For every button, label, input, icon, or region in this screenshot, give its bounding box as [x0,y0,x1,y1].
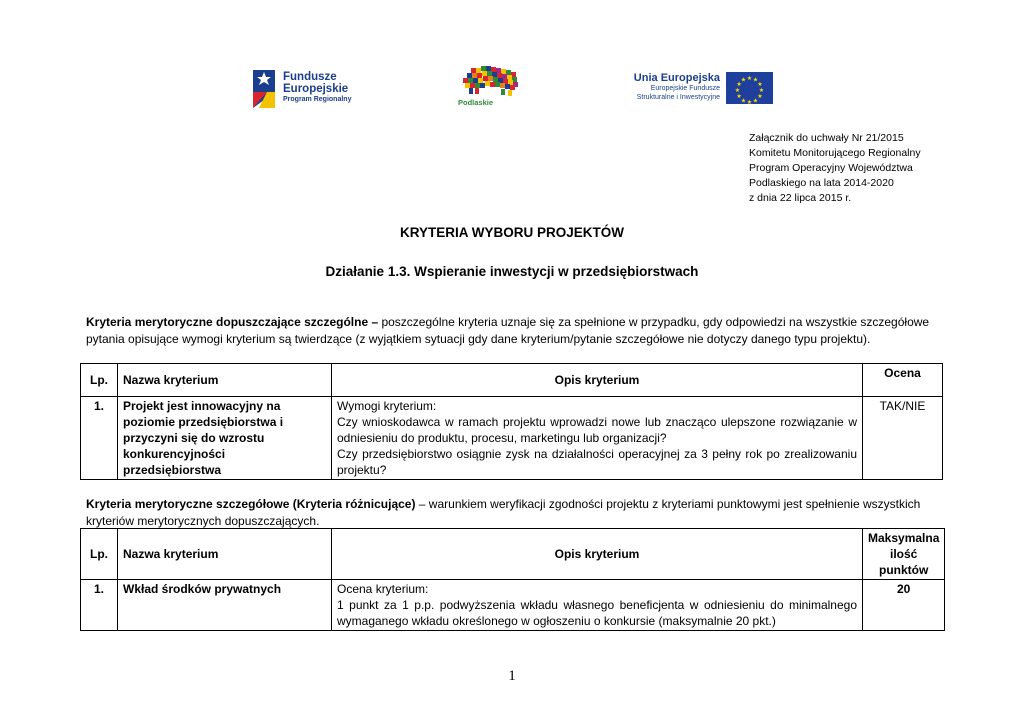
table-header-row [81,364,943,397]
row-desc [332,397,863,480]
row-lp: 1. [81,397,118,480]
logo-unia-europejska [628,72,776,108]
header-lp: Lp. [81,364,118,397]
podlaskie-label: Podlaskie [458,98,494,107]
svg-text:★: ★ [740,76,747,84]
svg-text:★: ★ [757,93,763,100]
header-desc: Opis kryterium [332,364,863,397]
svg-text:★: ★ [736,93,742,100]
fe-line3: Program Regionalny [283,96,352,103]
attachment-note-line: Komitetu Monitorującego Regionalny [749,147,921,159]
svg-text:★: ★ [752,76,759,84]
header-score: Maksymalna ilość punktów [863,529,945,580]
svg-text:★: ★ [734,87,741,94]
header-desc: Opis kryterium [332,529,863,580]
ue-line3: Strukturalne i Inwestycyjne [636,94,720,101]
section1-intro [86,314,946,348]
logo-podlaskie [455,64,533,110]
attachment-note-line: z dnia 22 lipca 2015 r. [749,192,852,204]
row-score: TAK/NIE [863,397,943,480]
row-name: Wkład środków prywatnych [118,580,332,631]
header-name: Nazwa kryterium [118,529,332,580]
svg-text:★: ★ [740,97,747,104]
attachment-note [749,131,921,206]
fe-line1: Fundusze [283,71,337,83]
table-row [81,580,945,631]
page-number: 1 [508,668,516,684]
svg-text:★: ★ [736,81,742,88]
row-desc-line: Czy wnioskodawca w ramach projektu wprowadzi nowe lub znacząco ulepszone rozwiązanie w odniesieniu do produktu, procesu, marketingu lub organizacji? [337,415,857,445]
row-name: Projekt jest innowacyjny na poziomie przedsiębiorstwa i przyczyni się do wzrostu konkurencyjności przedsiębiorstwa [118,397,332,480]
attachment-note-line: Podlaskiego na lata 2014-2020 [749,177,894,189]
section1-intro-text: poszczególne kryteria uznaje się za spełnione w przypadku, gdy odpowiedzi na wszystkie szczegółowe pytania opisujące wymogi kryterium są twierdzące (z wyjątkiem sytuacji gdy dane kryterium/pytanie szczegółowe nie dotyczy danego typu projektu). [86,315,930,346]
svg-text:★: ★ [758,87,765,94]
svg-text:★: ★ [757,81,763,88]
section1-intro-bold: Kryteria merytoryczne dopuszczające szczególne – [86,315,379,329]
header-name: Nazwa kryterium [118,364,332,397]
row-desc-line: Wymogi kryterium: [337,399,437,413]
header-lp: Lp. [81,529,118,580]
bison-mosaic-icon [455,64,533,100]
document-subtitle: Działanie 1.3. Wspieranie inwestycji w przedsiębiorstwach [325,264,699,279]
row-desc-line: Czy przedsiębiorstwo osiągnie zysk na działalności operacyjnej za 3 pełny rok po zrealizowaniu projektu? [337,447,857,477]
table-header-row [81,529,945,580]
fe-line2: Europejskie [283,83,349,95]
svg-text:★: ★ [746,75,753,82]
ue-line1: Unia Europejska [633,72,720,84]
ue-line2: Europejskie Fundusze [650,85,720,92]
section2-intro [86,496,946,530]
fundusze-europejskie-icon [251,66,281,110]
document-title: KRYTERIA WYBORU PROJEKTÓW [399,225,624,240]
svg-text:★: ★ [746,99,753,104]
eu-flag-icon [726,72,773,104]
row-lp: 1. [81,580,118,631]
header-score: Ocena [863,364,943,397]
table-row [81,397,943,480]
row-desc-line: 1 punkt za 1 p.p. podwyższenia wkładu własnego beneficjenta w odniesieniu do minimalnego wymaganego wkładu określonego w ogłoszeniu o konkursie (maksymalnie 20 pkt.) [337,598,857,628]
criteria-table-admissibility [80,363,943,480]
section2-intro-text: – warunkiem weryfikacji zgodności projektu z kryteriami punktowymi jest spełnienie wszystkich kryteriów merytorycznych dopuszczających. [86,497,921,528]
svg-text:★: ★ [752,97,759,104]
criteria-table-scoring [80,528,945,631]
section2-intro-bold: Kryteria merytoryczne szczegółowe (Kryteria różnicujące) [86,497,416,511]
attachment-note-line: Program Operacyjny Województwa [749,162,913,174]
attachment-note-line: Załącznik do uchwały Nr 21/2015 [749,132,904,144]
row-desc [332,580,863,631]
row-desc-line: Ocena kryterium: [337,582,429,596]
logo-fundusze-europejskie [251,66,361,110]
row-score: 20 [863,580,945,631]
